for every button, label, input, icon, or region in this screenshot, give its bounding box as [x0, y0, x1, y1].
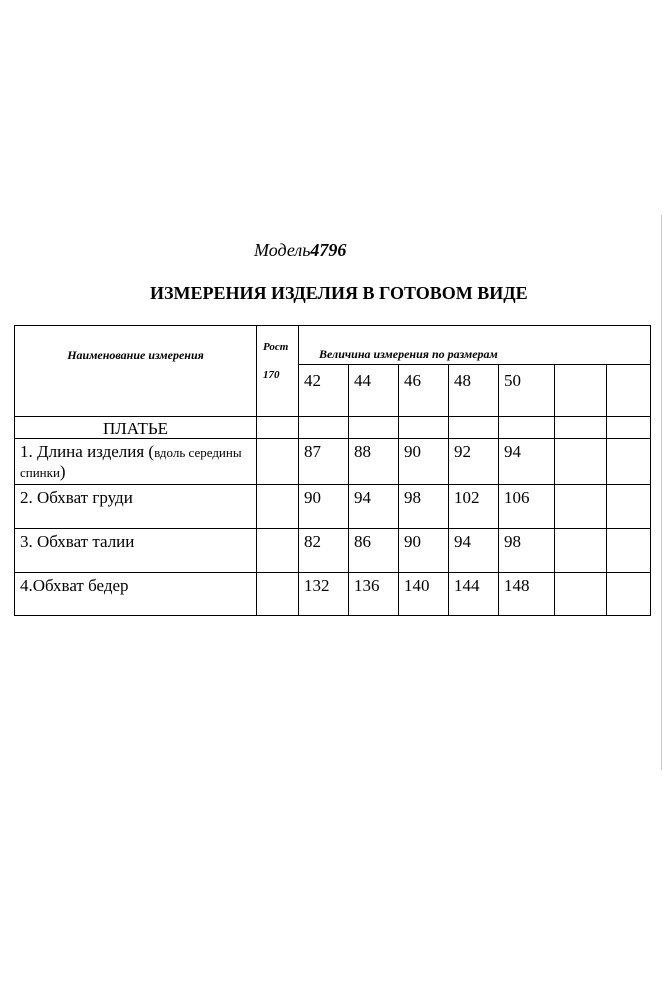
empty-cell [499, 417, 555, 439]
value-cell: 90 [399, 529, 449, 573]
empty-cell [257, 417, 299, 439]
measurement-row [15, 485, 651, 529]
row-label [15, 439, 257, 485]
value-cell: 88 [349, 439, 399, 485]
name-header: Наименование измерения [67, 347, 204, 362]
model-prefix: Модель [254, 240, 311, 260]
measurements-table [14, 325, 651, 616]
empty-cell [555, 485, 607, 529]
section-label: ПЛАТЬЕ [15, 417, 257, 439]
value-cell: 82 [299, 529, 349, 573]
value-cell: 106 [499, 485, 555, 529]
value-cell: 92 [449, 439, 499, 485]
name-header-cell [15, 326, 257, 417]
empty-cell [349, 417, 399, 439]
model-number: 4796 [310, 240, 347, 260]
value-cell: 90 [399, 439, 449, 485]
empty-cell [257, 529, 299, 573]
row-label: 3. Обхват талии [15, 529, 257, 573]
row-label-text: 1. Длина изделия ( [20, 442, 155, 461]
size-cell: 46 [399, 365, 449, 417]
size-cell: 44 [349, 365, 399, 417]
rost-value: 170 [263, 369, 280, 381]
empty-cell [555, 573, 607, 616]
value-cell: 132 [299, 573, 349, 616]
empty-cell [607, 439, 651, 485]
value-cell: 87 [299, 439, 349, 485]
row-label: 4.Обхват бедер [15, 573, 257, 616]
empty-cell [399, 417, 449, 439]
value-cell: 86 [349, 529, 399, 573]
size-cell: 50 [499, 365, 555, 417]
section-row [15, 417, 651, 439]
empty-cell [555, 417, 607, 439]
measurement-row [15, 439, 651, 485]
measurement-row [15, 529, 651, 573]
value-cell: 94 [349, 485, 399, 529]
empty-cell [257, 485, 299, 529]
empty-cell [257, 573, 299, 616]
empty-cell [607, 365, 651, 417]
model-label [254, 240, 346, 261]
sizes-header: Величина измерения по размерам [299, 326, 651, 365]
empty-cell [607, 485, 651, 529]
empty-cell [607, 417, 651, 439]
size-cell: 48 [449, 365, 499, 417]
empty-cell [555, 439, 607, 485]
value-cell: 98 [499, 529, 555, 573]
value-cell: 144 [449, 573, 499, 616]
measurement-row [15, 573, 651, 616]
row-label-note: вдоль середины спинки [20, 445, 242, 480]
value-cell: 148 [499, 573, 555, 616]
value-cell: 98 [399, 485, 449, 529]
page-edge-line [661, 215, 662, 770]
row-label: 2. Обхват груди [15, 485, 257, 529]
empty-cell [449, 417, 499, 439]
value-cell: 136 [349, 573, 399, 616]
empty-cell [607, 529, 651, 573]
empty-cell [607, 573, 651, 616]
rost-label: Рост [263, 341, 289, 353]
empty-cell [555, 529, 607, 573]
header-row-1 [15, 326, 651, 365]
empty-cell [257, 439, 299, 485]
document-title: ИЗМЕРЕНИЯ ИЗДЕЛИЯ В ГОТОВОМ ВИДЕ [150, 283, 528, 303]
size-cell: 42 [299, 365, 349, 417]
empty-cell [555, 365, 607, 417]
row-label-tail: ) [59, 462, 66, 481]
value-cell: 140 [399, 573, 449, 616]
value-cell: 94 [449, 529, 499, 573]
rost-cell [257, 326, 299, 417]
empty-cell [299, 417, 349, 439]
value-cell: 102 [449, 485, 499, 529]
value-cell: 94 [499, 439, 555, 485]
value-cell: 90 [299, 485, 349, 529]
